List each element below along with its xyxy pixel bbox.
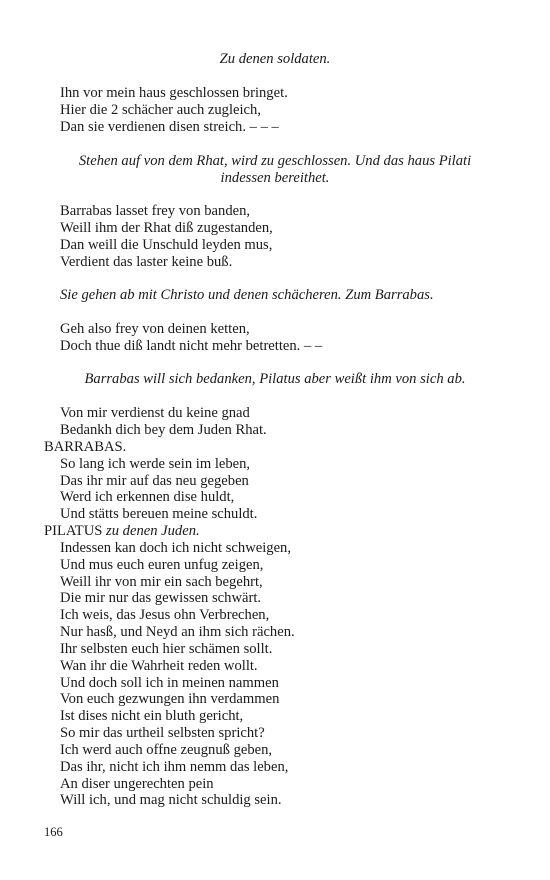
- verse-line: Geh also frey von deinen ketten,: [60, 321, 250, 337]
- stage-direction: Stehen auf von dem Rhat, wird zu geschlossen. Und das haus Pilati: [78, 153, 472, 169]
- verse-line: Von mir verdienst du keine gnad: [60, 405, 250, 421]
- verse-line: Doch thue diß landt nicht mehr betretten. – –: [60, 338, 323, 354]
- speaker-name: BARRABAS.: [44, 439, 127, 455]
- verse-line: Das ihr, nicht ich ihm nemm das leben,: [60, 759, 289, 775]
- verse-line: Und stätts bereuen meine schuldt.: [60, 506, 258, 522]
- verse-line: Ist dises nicht ein bluth gericht,: [60, 708, 244, 724]
- verse-line: Weill ihm der Rhat diß zugestanden,: [60, 220, 273, 236]
- verse-line: Von euch gezwungen ihn verdammen: [60, 691, 280, 707]
- verse-line: Ich werd auch offne zeugnuß geben,: [60, 742, 273, 758]
- page-number: 166: [44, 825, 63, 839]
- verse-line: Barrabas lasset frey von banden,: [60, 203, 251, 219]
- verse-line: Und mus euch euren unfug zeigen,: [60, 557, 264, 573]
- stage-direction: Zu denen soldaten.: [219, 51, 331, 67]
- verse-line: Will ich, und mag nicht schuldig sein.: [60, 792, 282, 808]
- verse-line: Verdient das laster keine buß.: [60, 254, 233, 270]
- verse-line: An diser ungerechten pein: [60, 776, 214, 792]
- verse-line: Das ihr mir auf das neu gegeben: [60, 473, 249, 489]
- verse-line: So mir das urtheil selbsten spricht?: [60, 725, 265, 741]
- verse-line: Nur hasß, und Neyd an ihm sich rächen.: [60, 624, 295, 640]
- verse-line: Weill ihr von mir ein sach begehrt,: [60, 574, 263, 590]
- verse-line: Indessen kan doch ich nicht schweigen,: [60, 540, 291, 556]
- verse-line: Dan sie verdienen disen streich. – – –: [60, 119, 279, 135]
- speaker-direction: zu denen Juden.: [102, 523, 200, 539]
- verse-line: Die mir nur das gewissen schwärt.: [60, 590, 262, 606]
- stage-direction: indessen bereithet.: [220, 170, 330, 186]
- verse-line: Und doch soll ich in meinen nammen: [60, 675, 279, 691]
- verse-line: Werd ich erkennen dise huldt,: [60, 489, 235, 505]
- verse-line: Ihr selbsten euch hier schämen sollt.: [60, 641, 273, 657]
- stage-direction: Sie gehen ab mit Christo und denen schächeren. Zum Barrabas.: [60, 287, 434, 303]
- verse-line: Bedankh dich bey dem Juden Rhat.: [60, 422, 267, 438]
- verse-line: Ihn vor mein haus geschlossen bringet.: [60, 85, 288, 101]
- speaker-name: PILATUS: [44, 523, 103, 539]
- verse-line: Ich weis, das Jesus ohn Verbrechen,: [60, 607, 270, 623]
- verse-line: Hier die 2 schächer auch zugleich,: [60, 102, 261, 118]
- verse-line: Wan ihr die Wahrheit reden wollt.: [60, 658, 258, 674]
- stage-direction: Barrabas will sich bedanken, Pilatus aber weißt ihm von sich ab.: [84, 371, 466, 387]
- verse-line: Dan weill die Unschuld leyden mus,: [60, 237, 273, 253]
- speaker-line: [44, 523, 200, 540]
- verse-line: So lang ich werde sein im leben,: [60, 456, 251, 472]
